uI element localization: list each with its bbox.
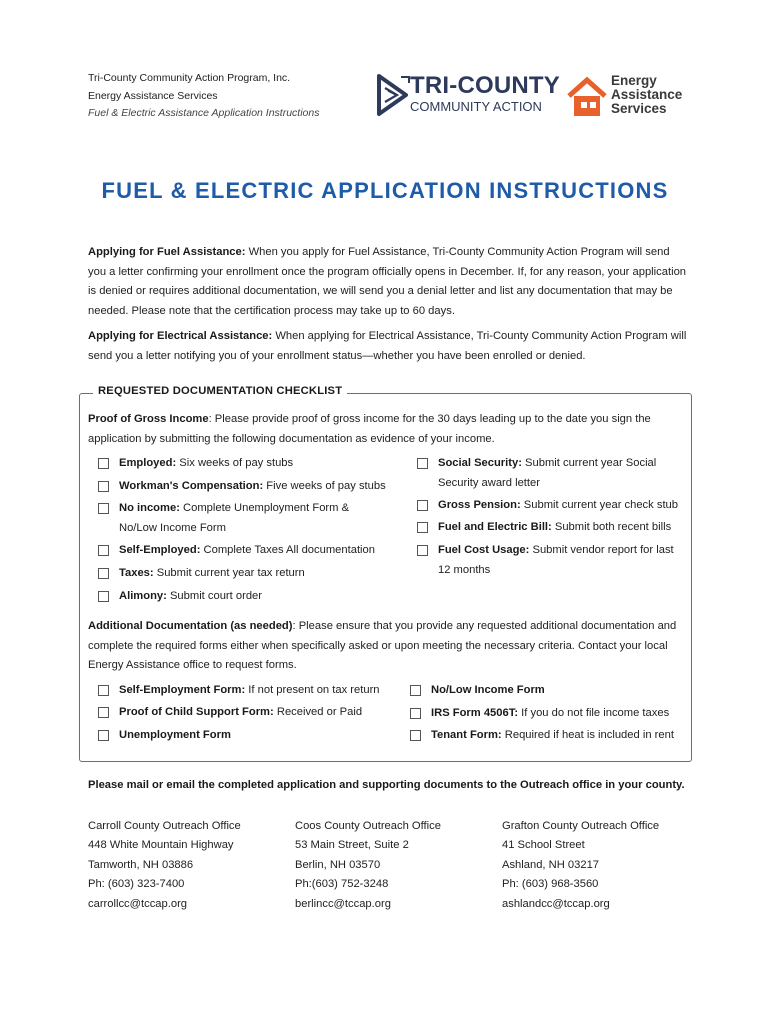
checkbox[interactable] xyxy=(410,685,421,696)
office-name: Carroll County Outreach Office xyxy=(88,820,241,832)
checklist-item-employed: Employed: Six weeks of pay stubs xyxy=(119,454,399,474)
checkbox[interactable] xyxy=(98,481,109,492)
office-email[interactable]: carrollcc@tccap.org xyxy=(88,897,188,910)
additional-text: : Please ensure that you provide any requested additional documentation and complete the required forms either when specifically asked or upon meeting the necessary criteria. Contact your local Energy Assistance office to request forms. xyxy=(88,620,677,672)
office-street: 448 White Mountain Highway xyxy=(88,839,234,852)
tricounty-logo-subtext: COMMUNITY ACTION xyxy=(410,99,542,114)
checkbox[interactable] xyxy=(98,458,109,469)
office-email[interactable]: ashlandcc@tccap.org xyxy=(502,897,610,910)
electric-label: Applying for Electrical Assistance: xyxy=(88,330,273,342)
checkbox[interactable] xyxy=(98,568,109,579)
additional-label: Additional Documentation (as needed) xyxy=(88,620,293,632)
energy-logo-text xyxy=(611,74,682,116)
checklist-item-irs-form-4506t: IRS Form 4506T: If you do not file income taxes xyxy=(431,704,686,724)
office-carroll xyxy=(88,817,241,914)
office-phone: Ph: (603) 323-7400 xyxy=(88,878,185,891)
office-city: Tamworth, NH 03886 xyxy=(88,858,194,871)
tricounty-logo xyxy=(376,72,561,120)
checklist-item-alimony: Alimony: Submit court order xyxy=(119,587,399,607)
gross-income-text: : Please provide proof of gross income for the 30 days leading up to the date you sign the application by submitting the following documentation as evidence of your income. xyxy=(88,413,651,445)
checklist-item-taxes: Taxes: Submit current year tax return xyxy=(119,564,399,584)
office-street: 53 Main Street, Suite 2 xyxy=(295,839,409,852)
checklist-item-fuel-cost-usage: Fuel Cost Usage: Submit vendor report for last 12 months xyxy=(438,541,686,580)
office-city: Ashland, NH 03217 xyxy=(502,858,600,871)
checklist-item-gross-pension: Gross Pension: Submit current year check stub xyxy=(438,496,688,516)
checkbox[interactable] xyxy=(410,730,421,741)
checkbox[interactable] xyxy=(417,545,428,556)
checkbox[interactable] xyxy=(98,730,109,741)
checklist-item-self-employment-form: Self-Employment Form: If not present on tax return xyxy=(119,681,399,701)
checkbox[interactable] xyxy=(98,707,109,718)
checkbox[interactable] xyxy=(410,708,421,719)
checklist-item-unemployment-form: Unemployment Form xyxy=(119,726,399,746)
checklist-item-no-low-income-form: No/Low Income Form xyxy=(431,681,686,701)
energy-logo-line2: Assistance xyxy=(611,87,683,102)
office-city: Berlin, NH 03570 xyxy=(295,858,381,871)
energy-assistance-logo xyxy=(566,74,696,120)
office-name: Grafton County Outreach Office xyxy=(502,820,660,832)
doc-subtitle: Fuel & Electric Assistance Application Instructions xyxy=(88,107,320,119)
checklist-item-workmans-comp: Workman's Compensation: Five weeks of pay stubs xyxy=(119,477,399,497)
checklist-item-social-security: Social Security: Submit current year Social Security award letter xyxy=(438,454,678,493)
gross-income-label: Proof of Gross Income xyxy=(88,413,209,425)
checkbox[interactable] xyxy=(417,500,428,511)
header-block xyxy=(88,70,320,123)
office-phone: Ph:(603) 752-3248 xyxy=(295,878,389,891)
office-coos xyxy=(295,817,441,914)
tricounty-logo-icon xyxy=(376,73,412,119)
checklist-legend: REQUESTED DOCUMENTATION CHECKLIST xyxy=(93,385,347,397)
mail-instructions: Please mail or email the completed application and supporting documents to the Outreach office in your county. xyxy=(88,779,685,791)
checkbox[interactable] xyxy=(98,591,109,602)
checklist-item-no-income: No income: Complete Unemployment Form & No/Low Income Form xyxy=(119,499,374,538)
fuel-label: Applying for Fuel Assistance: xyxy=(88,246,246,258)
energy-logo-line1: Energy xyxy=(611,73,657,88)
additional-documentation-paragraph xyxy=(88,617,688,676)
checklist-item-tenant-form: Tenant Form: Required if heat is included in rent xyxy=(431,726,686,746)
office-phone: Ph: (603) 968-3560 xyxy=(502,878,599,891)
checklist-item-fuel-electric-bill: Fuel and Electric Bill: Submit both recent bills xyxy=(438,518,688,538)
checkbox[interactable] xyxy=(98,503,109,514)
fuel-text: When you apply for Fuel Assistance, Tri-County Community Action Program will send you a letter confirming your enrollment once the program officially opens in December. If, for any reason, your application is denied or requires additional documentation, we will send you a denial letter and list any documentation that may be needed. Please note that the certification process may take up to 60 days. xyxy=(88,246,687,317)
checkbox[interactable] xyxy=(417,522,428,533)
energy-logo-line3: Services xyxy=(611,101,667,116)
checkbox[interactable] xyxy=(98,685,109,696)
electric-assistance-paragraph xyxy=(88,327,688,366)
electric-text: When applying for Electrical Assistance, Tri-County Community Action Program will send you a letter notifying you of your enrollment status—whether you have been enrolled or denied. xyxy=(88,330,687,362)
checkbox[interactable] xyxy=(417,458,428,469)
gross-income-paragraph xyxy=(88,410,688,449)
checklist-item-child-support-form: Proof of Child Support Form: Received or Paid xyxy=(119,703,399,723)
office-street: 41 School Street xyxy=(502,839,585,852)
checklist-item-self-employed: Self-Employed: Complete Taxes All documentation xyxy=(119,541,399,561)
org-name: Tri-County Community Action Program, Inc. xyxy=(88,72,291,84)
office-email[interactable]: berlincc@tccap.org xyxy=(295,897,391,910)
office-grafton xyxy=(502,817,659,914)
checkbox[interactable] xyxy=(98,545,109,556)
dept-name: Energy Assistance Services xyxy=(88,89,218,102)
office-name: Coos County Outreach Office xyxy=(295,820,441,832)
fuel-assistance-paragraph xyxy=(88,243,688,321)
house-icon xyxy=(566,76,608,118)
page-title: FUEL & ELECTRIC APPLICATION INSTRUCTIONS xyxy=(101,178,669,203)
tricounty-logo-text: TRI-COUNTY xyxy=(410,72,560,99)
